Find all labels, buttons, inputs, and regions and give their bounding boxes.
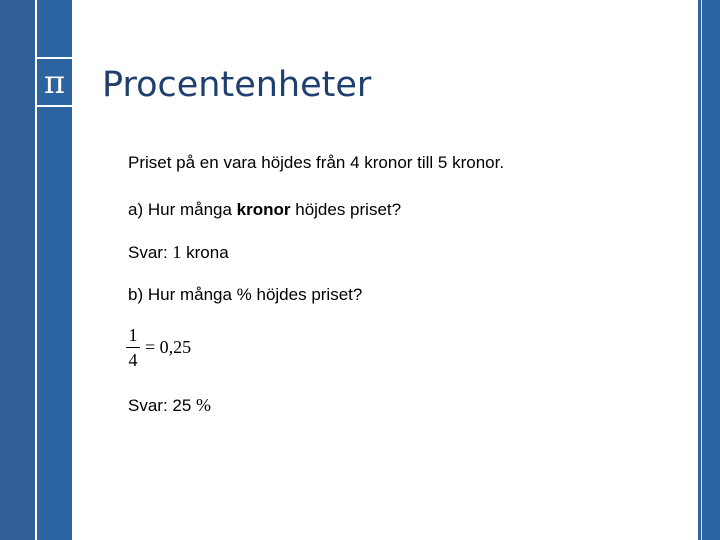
slide-title: Procentenheter — [102, 65, 372, 105]
right-divider-vertical — [701, 0, 702, 540]
equation-result: = 0,25 — [145, 336, 192, 357]
answer-b-unit: % — [196, 395, 212, 415]
answer-a-suffix: krona — [181, 243, 229, 262]
question-b: b) Hur många % höjdes priset? — [128, 285, 363, 304]
left-band — [0, 0, 72, 540]
pi-icon: π — [43, 63, 66, 101]
answer-a-prefix: Svar: — [128, 243, 173, 262]
left-stripe — [0, 0, 33, 540]
question-a-bold: kronor — [236, 200, 291, 219]
fraction — [126, 325, 140, 370]
fraction-numerator: 1 — [128, 324, 138, 345]
fraction-bar — [126, 347, 140, 348]
problem-statement: Priset på en vara höjdes från 4 kronor till 5 kronor. — [128, 153, 505, 172]
fraction-equation — [126, 322, 191, 372]
icon-bottom-rule — [35, 105, 72, 107]
answer-b — [128, 395, 211, 417]
question-a — [128, 200, 401, 220]
question-a-suffix: höjdes priset? — [290, 200, 402, 219]
fraction-denominator: 4 — [128, 349, 138, 370]
answer-b-prefix: Svar: 25 — [128, 396, 197, 415]
answer-a-value: 1 — [172, 242, 182, 262]
right-band — [698, 0, 720, 540]
answer-a — [128, 242, 229, 264]
question-a-prefix: a) Hur många — [128, 200, 237, 219]
